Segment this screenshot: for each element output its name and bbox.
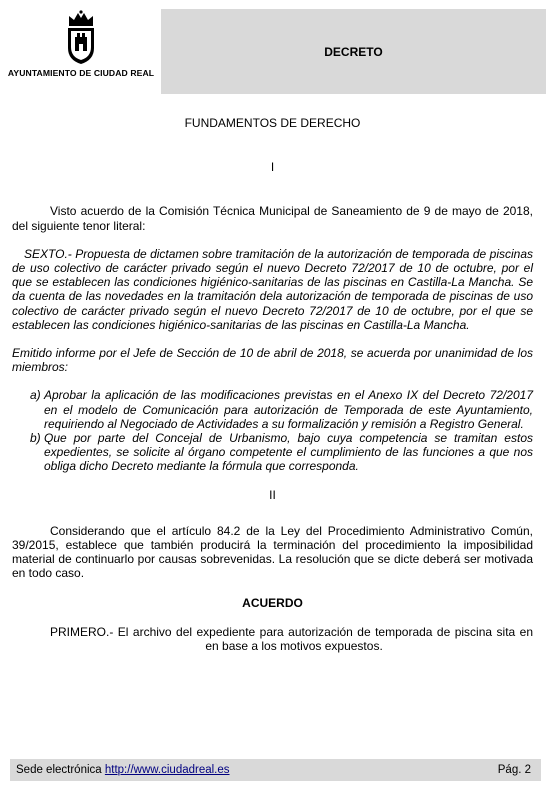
acuerdo-heading: ACUERDO (242, 595, 303, 610)
list-item (12, 431, 533, 474)
list-marker: a) (30, 388, 41, 403)
section-number-1: I (270, 160, 275, 175)
agreement-list (12, 388, 533, 473)
considerando-paragraph: Considerando que el artículo 84.2 de la Ley del Procedimiento Administrativo Común, 39/2015, establece que también producirá la terminación del procedimiento la imposibilidad material de continuarlo por causas sobrevenidas. La resolución que se dicte deberá ser motivada en todo caso. (12, 523, 533, 581)
website-link[interactable]: http://www.ciudadreal.es (104, 764, 230, 776)
list-marker: b) (30, 431, 41, 446)
document-footer (10, 759, 541, 781)
list-item-text: Que por parte del Concejal de Urbanismo, bajo cuya competencia se tramitan estos expedientes, se solicite al órgano competente el cumplimiento de las funciones a que nos obliga dicho Decreto mediante la fórmula que corresponda. (44, 431, 533, 474)
list-item-text: Aprobar la aplicación de las modificaciones previstas en el Anexo IX del Decreto 72/2017 en el modelo de Comunicación para autorización de Temporada de este Ayuntamiento, requiriendo al Negociado de Actividades a su formalización y remisión a Registro General. (44, 388, 533, 431)
footer-left (16, 764, 230, 776)
footer-label: Sede electrónica (16, 764, 102, 776)
sexto-paragraph: SEXTO.- Propuesta de dictamen sobre tramitación de la autorización de temporada de piscinas de uso colectivo de carácter privado según el nuevo Decreto 72/2017 de 10 de octubre, por el que se establecen las condiciones higiénico-sanitarias de las piscinas en Castilla-La Mancha. Se da cuenta de las novedades en la tramitación dela autorización de temporada de piscinas de uso colectivo de carácter privado según el nuevo Decreto 72/2017 de 10 de octubre, por el que se establecen las condiciones higiénico-sanitarias de las piscinas en Castilla-La Mancha. (12, 246, 533, 332)
emitido-paragraph: Emitido informe por el Jefe de Sección de 10 de abril de 2018, se acuerda por unanimidad de los miembros: (12, 346, 533, 375)
list-item (12, 388, 533, 431)
primero-paragraph (12, 625, 533, 653)
document-header (0, 0, 553, 96)
crest-icon (64, 10, 98, 66)
primero-text-start: PRIMERO.- El archivo del expediente para autorización de temporada de piscina sita en (50, 624, 533, 639)
intro-paragraph: Visto acuerdo de la Comisión Técnica Municipal de Saneamiento de 9 de mayo de 2018, del siguiente tenor literal: (12, 204, 533, 233)
document-type: DECRETO (324, 44, 383, 59)
document-type-box (161, 9, 546, 94)
section-number-2: II (269, 487, 276, 502)
document-body (12, 116, 533, 653)
council-logo (6, 6, 156, 94)
primero-text-end: en base a los motivos expuestos. (205, 639, 383, 654)
section-heading: FUNDAMENTOS DE DERECHO (184, 116, 361, 130)
council-name: AYUNTAMIENTO DE CIUDAD REAL (7, 68, 155, 78)
page-number: Pág. 2 (497, 764, 531, 776)
